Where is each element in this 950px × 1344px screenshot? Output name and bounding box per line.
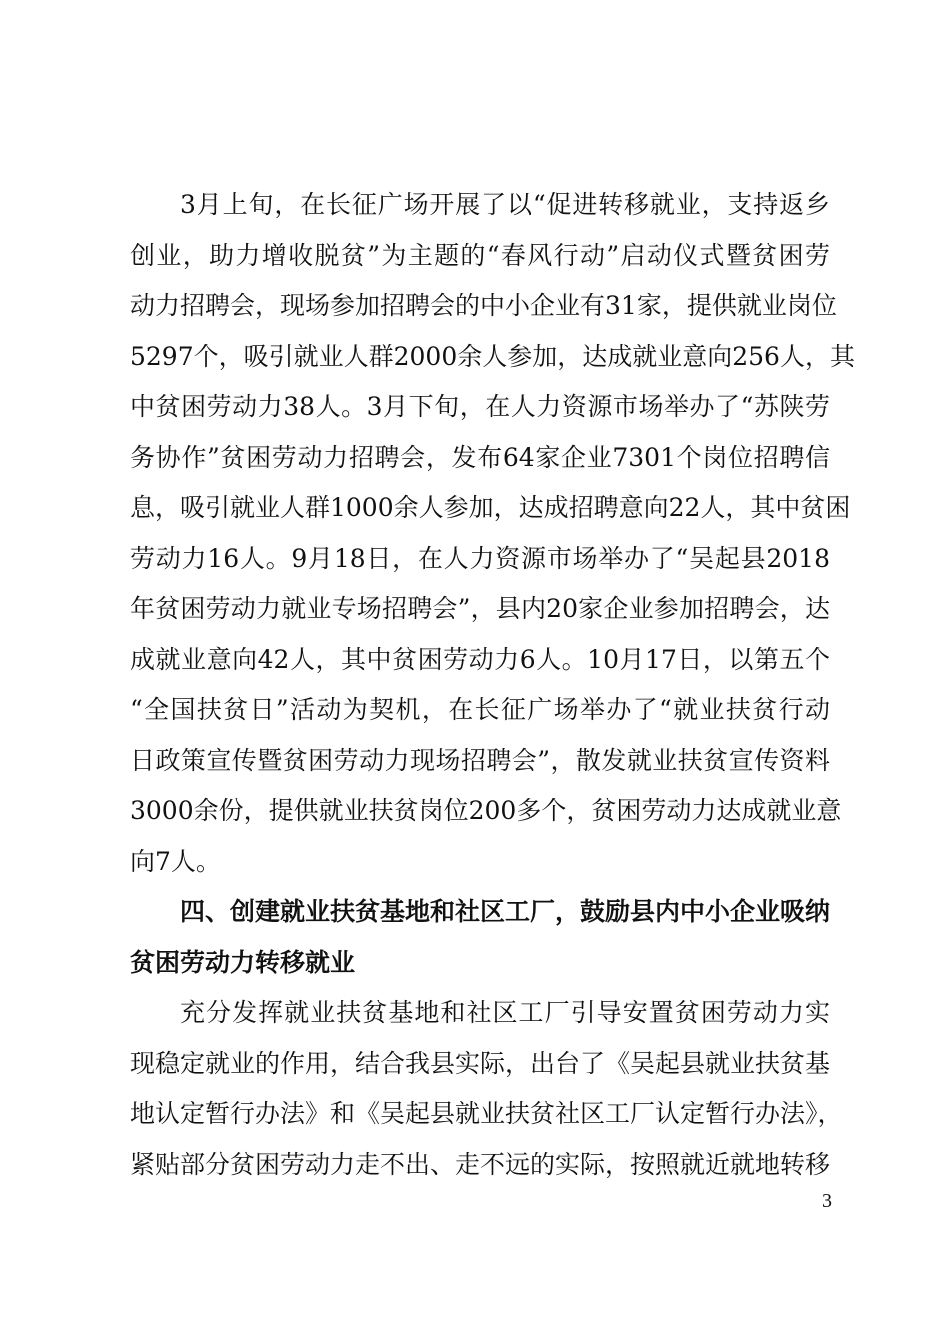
paragraph-1-line-5: 中贫困劳动力38人。3月下旬，在人力资源市场举办了“苏陕劳	[130, 392, 830, 421]
paragraph-1-line-3: 动力招聘会，现场参加招聘会的中小企业有31家，提供就业岗位	[130, 291, 837, 320]
body-text	[130, 180, 855, 1190]
paragraph-1-line-10: 成就业意向42人，其中贫困劳动力6人。10月17日，以第五个	[130, 644, 830, 674]
paragraph-2-line-1: 充分发挥就业扶贫基地和社区工厂引导安置贫困劳动力实	[180, 998, 830, 1027]
paragraph-1-line-8: 劳动力16人。9月18日，在人力资源市场举办了“吴起县2018	[130, 543, 830, 573]
section-heading-line-2: 贫困劳动力转移就业	[130, 947, 356, 977]
page-number: 3	[822, 1190, 832, 1212]
paragraph-1-line-7: 息，吸引就业人群1000余人参加，达成招聘意向22人，其中贫困	[130, 493, 851, 522]
paragraph-1-line-2: 创业，助力增收脱贫”为主题的“春风行动”启动仪式暨贫困劳	[130, 240, 830, 270]
paragraph-1-line-1: 3月上旬，在长征广场开展了以“促进转移就业，支持返乡	[180, 190, 830, 219]
paragraph-1-line-9: 年贫困劳动力就业专场招聘会”，县内20家企业参加招聘会，达	[130, 594, 830, 623]
paragraph-1-line-11: “全国扶贫日”活动为契机，在长征广场举办了“就业扶贫行动	[130, 695, 830, 724]
section-heading-line-1: 四、创建就业扶贫基地和社区工厂，鼓励县内中小企业吸纳	[180, 897, 831, 926]
paragraph-2-line-2: 现稳定就业的作用，结合我县实际，出台了《吴起县就业扶贫基	[130, 1048, 831, 1078]
paragraph-1-line-14: 向7人。	[130, 846, 221, 876]
paragraph-1-line-6: 务协作”贫困劳动力招聘会，发布64家企业7301个岗位招聘信	[130, 442, 830, 472]
paragraph-2-line-3: 地认定暂行办法》和《吴起县就业扶贫社区工厂认定暂行办法》，	[130, 1099, 843, 1128]
paragraph-1-line-12: 日政策宣传暨贫困劳动力现场招聘会”，散发就业扶贫宣传资料	[130, 745, 830, 775]
paragraph-1-line-13: 3000余份，提供就业扶贫岗位200多个，贫困劳动力达成就业意	[130, 796, 842, 825]
paragraph-1-line-4: 5297个，吸引就业人群2000余人参加，达成就业意向256人，其	[130, 341, 855, 371]
paragraph-2-line-4: 紧贴部分贫困劳动力走不出、走不远的实际，按照就近就地转移	[130, 1149, 831, 1179]
